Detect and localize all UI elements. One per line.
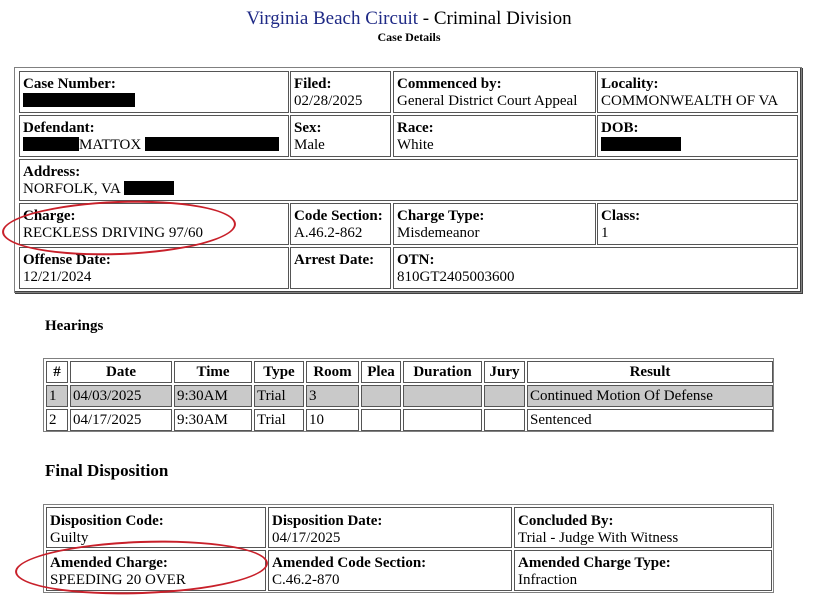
locality-cell [597,71,798,113]
otn-cell [393,247,798,289]
race-value: White [397,137,434,153]
dob-label: DOB: [601,120,639,136]
class-cell [597,203,798,245]
col-header-type: Type [254,361,304,383]
col-header-room: Room [306,361,359,383]
table-cell [403,385,482,407]
page-subtitle: Case Details [377,30,441,44]
offense-date-cell [19,247,289,289]
col-header-duration: Duration [403,361,482,383]
locality-label: Locality: [601,76,659,92]
charge-cell [19,203,289,245]
amended-charge-label: Amended Charge: [50,555,168,571]
col-header-num: # [46,361,68,383]
redaction-block [124,181,174,195]
filed-cell [290,71,391,113]
commenced-label: Commenced by: [397,76,502,92]
address-cell [19,159,798,201]
amended-charge-value: SPEEDING 20 OVER [50,572,186,588]
table-cell [361,409,401,431]
offense-date-label: Offense Date: [23,252,111,268]
col-header-result: Result [527,361,773,383]
table-cell: 3 [306,385,359,407]
locality-value: COMMONWEALTH OF VA [601,93,779,109]
col-header-time: Time [174,361,252,383]
amended-charge-type-value: Infraction [518,572,578,588]
arrest-date-cell [290,247,391,289]
table-cell [361,385,401,407]
otn-label: OTN: [397,252,435,268]
otn-value: 810GT2405003600 [397,269,515,285]
charge-label: Charge: [23,208,76,224]
commenced-cell [393,71,596,113]
table-cell: Trial [254,385,304,407]
charge-value: RECKLESS DRIVING 97/60 [23,225,204,241]
charge-type-label: Charge Type: [397,208,485,224]
case-number-label: Case Number: [23,76,116,92]
table-cell: 04/17/2025 [70,409,172,431]
offense-date-value: 12/21/2024 [23,269,92,285]
disposition-code-cell [46,507,266,548]
defendant-cell [19,115,289,157]
disposition-date-label: Disposition Date: [272,513,383,529]
final-disposition-heading: Final Disposition [45,461,169,480]
amended-charge-type-label: Amended Charge Type: [518,555,671,571]
redaction-block [23,137,79,151]
table-cell: Trial [254,409,304,431]
amended-code-section-value: C.46.2-870 [272,572,340,588]
table-cell [484,385,525,407]
hearings-table [43,358,774,432]
address-value: NORFOLK, VA [23,181,120,197]
col-header-jury: Jury [484,361,525,383]
disposition-date-value: 04/17/2025 [272,530,341,546]
sex-value: Male [294,137,325,153]
sex-label: Sex: [294,120,322,136]
hearings-heading: Hearings [45,318,104,334]
disposition-code-value: Guilty [50,530,89,546]
concluded-by-value: Trial - Judge With Witness [518,530,679,546]
concluded-by-cell [514,507,772,548]
disposition-table [43,504,774,593]
charge-type-value: Misdemeanor [397,225,480,241]
class-label: Class: [601,208,641,224]
division-name: - Criminal Division [418,8,572,29]
col-header-date: Date [70,361,172,383]
arrest-date-label: Arrest Date: [294,252,375,268]
code-section-cell [290,203,391,245]
redaction-block [23,93,135,107]
case-number-cell [19,71,289,113]
table-cell [484,409,525,431]
address-label: Address: [23,164,81,180]
dob-cell [597,115,798,157]
table-cell: 9:30AM [174,385,252,407]
table-cell [403,409,482,431]
disposition-date-cell [268,507,512,548]
charge-type-cell [393,203,596,245]
class-value: 1 [601,225,609,241]
page-title [0,8,818,30]
filed-label: Filed: [294,76,332,92]
case-details-table [14,67,802,293]
table-cell: Continued Motion Of Defense [527,385,773,407]
redaction-block [601,137,681,151]
race-cell [393,115,596,157]
table-cell: 9:30AM [174,409,252,431]
sex-cell [290,115,391,157]
table-cell: Sentenced [527,409,773,431]
amended-code-section-cell [268,550,512,591]
amended-charge-type-cell [514,550,772,591]
defendant-value: MATTOX [79,137,142,153]
col-header-plea: Plea [361,361,401,383]
code-section-label: Code Section: [294,208,383,224]
amended-charge-cell [46,550,266,591]
table-cell: 1 [46,385,68,407]
code-section-value: A.46.2-862 [294,225,363,241]
race-label: Race: [397,120,434,136]
commenced-value: General District Court Appeal [397,93,578,109]
redaction-block [145,137,279,151]
court-name: Virginia Beach Circuit [246,8,418,29]
table-cell: 04/03/2025 [70,385,172,407]
disposition-code-label: Disposition Code: [50,513,164,529]
filed-value: 02/28/2025 [294,93,363,109]
defendant-label: Defendant: [23,120,95,136]
table-cell: 10 [306,409,359,431]
concluded-by-label: Concluded By: [518,513,614,529]
amended-code-section-label: Amended Code Section: [272,555,427,571]
table-cell: 2 [46,409,68,431]
